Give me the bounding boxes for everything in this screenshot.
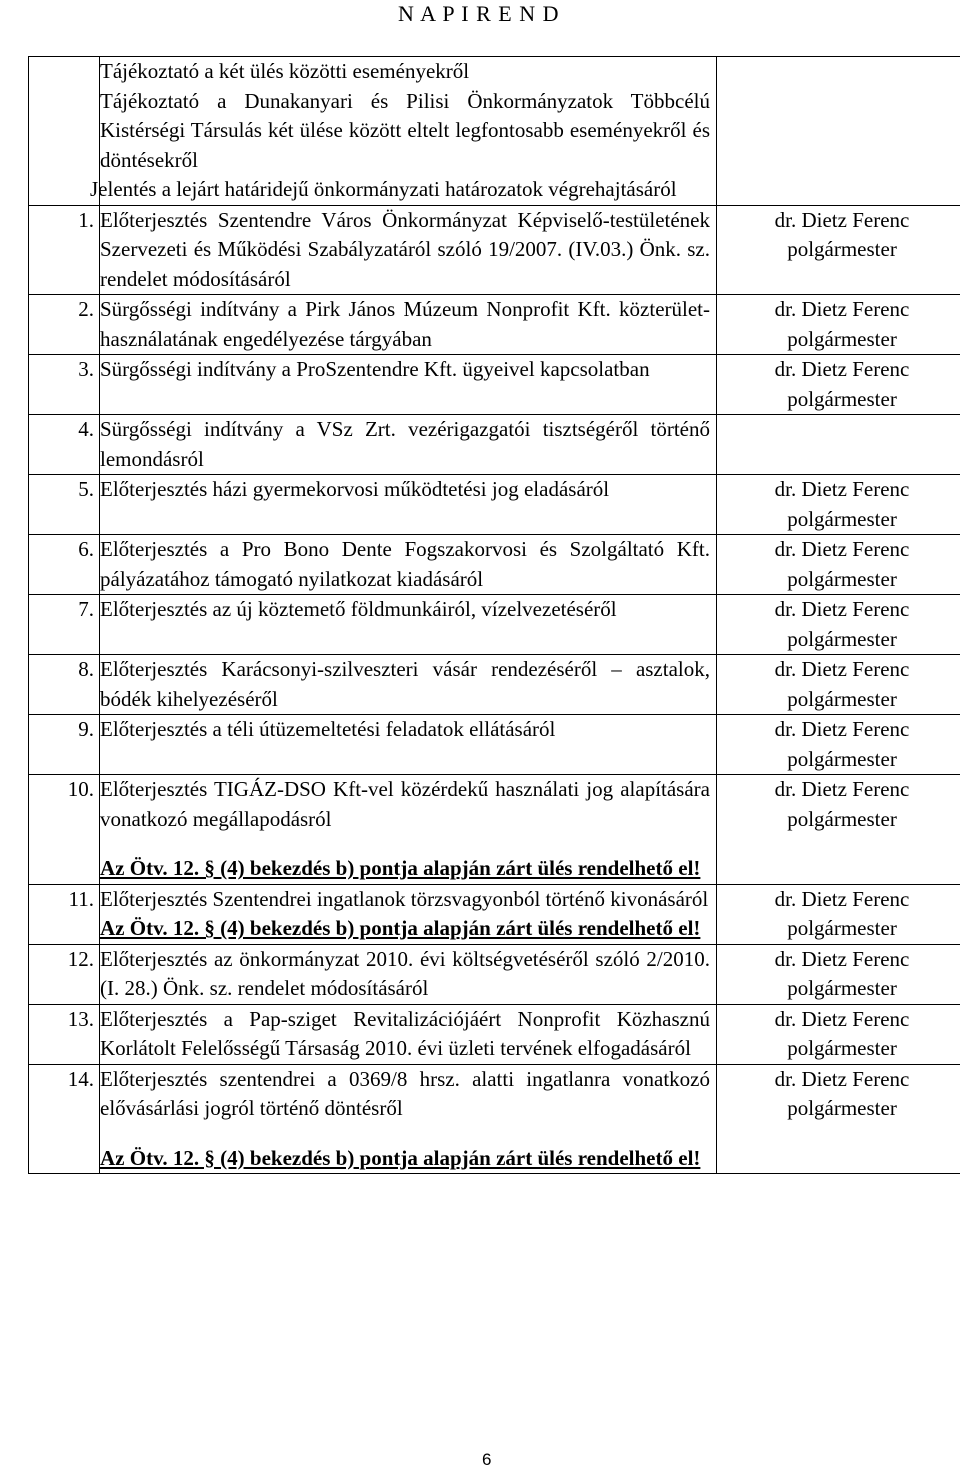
item-number: 9. (78, 717, 94, 741)
item-text: Előterjesztés szentendrei a 0369/8 hrsz. alatti ingatlanra vonatkozó elővásárlási jogról történő döntésről (100, 1066, 710, 1120)
item-text: Sürgősségi indítvány a ProSzentendre Kft. ügyeivel kapcsolatban (100, 357, 650, 381)
item-number: 8. (78, 657, 94, 681)
table-row (29, 595, 960, 655)
table-row (29, 205, 960, 295)
presenter-role: polgármester (787, 1096, 897, 1120)
item-text: Előterjesztés a Pap-sziget Revitalizációjáért Nonprofit Közhasznú Korlátolt Felelősségű Társaság 2010. évi üzleti tervének elfogadásáról (100, 1006, 710, 1060)
item-number: 3. (78, 357, 94, 381)
item-number: 4. (78, 417, 94, 441)
pre-item-info-between-sessions: Tájékoztató a két ülés közötti eseményekről (100, 59, 470, 83)
presenter-role: polgármester (787, 506, 897, 531)
presenter-role: polgármester (787, 237, 897, 261)
table-row (29, 415, 960, 475)
presenter-name: dr. Dietz Ferenc (774, 207, 910, 232)
presenter-name: dr. Dietz Ferenc (774, 297, 910, 321)
agenda-table (28, 56, 960, 1174)
table-row (29, 475, 960, 535)
table-row (29, 355, 960, 415)
item-number: 13. (67, 1006, 94, 1031)
presenter-role: polgármester (787, 806, 897, 831)
table-row (29, 775, 960, 885)
item-number: 10. (67, 777, 94, 801)
table-row (29, 715, 960, 775)
presenter-name: dr. Dietz Ferenc (774, 477, 910, 501)
presenter-role: polgármester (787, 1036, 897, 1060)
presenter-name: dr. Dietz Ferenc (774, 1066, 910, 1091)
item-text: Előterjesztés az önkormányzat 2010. évi költségvetéséről szóló 2/2010. (I. 28.) Önk. sz. rendelet módosításáról (100, 946, 710, 1000)
item-number: 2. (78, 297, 94, 321)
closed-session-note: Az Ötv. 12. § (4) bekezdés b) pontja alapján zárt ülés rendelhető el! (100, 916, 701, 940)
item-number: 11. (68, 886, 94, 911)
presenter-name: dr. Dietz Ferenc (774, 1006, 910, 1031)
page-number: 6 (482, 1450, 492, 1469)
presenter-name: dr. Dietz Ferenc (774, 777, 910, 801)
presenter-role: polgármester (787, 386, 897, 411)
presenter-name: dr. Dietz Ferenc (774, 597, 910, 621)
item-text: Előterjesztés a téli útüzemeltetési feladatok ellátásáról (100, 717, 556, 741)
presenter-role: polgármester (787, 566, 897, 591)
presenter-name: dr. Dietz Ferenc (774, 537, 910, 561)
presenter-role: polgármester (787, 626, 897, 651)
item-text: Előterjesztés Karácsonyi-szilveszteri vásár rendezéséről – asztalok, bódék kihelyezéséről (100, 657, 710, 711)
presenter-role: polgármester (787, 916, 897, 940)
item-text: Előterjesztés a Pro Bono Dente Fogszakorvosi és Szolgáltató Kft. pályázatához támogató nyilatkozat kiadásáról (100, 537, 710, 591)
table-row (29, 655, 960, 715)
presenter-role: polgármester (787, 976, 897, 1000)
item-number: 6. (78, 537, 94, 561)
table-row (29, 944, 960, 1004)
item-text: Előterjesztés házi gyermekorvosi működtetési jog eladásáról (100, 477, 610, 501)
presenter-name: dr. Dietz Ferenc (774, 717, 910, 741)
pre-item-kisterseg-info: Tájékoztató a Dunakanyari és Pilisi Önkormányzatok Többcélú Kistérségi Társulás két ülése között eltelt legfontosabb eseményekről és döntésekről (100, 88, 710, 172)
table-row (29, 295, 960, 355)
presenter-role: polgármester (787, 686, 897, 711)
table-row (29, 57, 960, 206)
item-text: Előterjesztés az új köztemető földmunkáiról, vízelvezetéséről (100, 597, 617, 621)
presenter-role: polgármester (787, 326, 897, 351)
item-text: Sürgősségi indítvány a Pirk János Múzeum Nonprofit Kft. közterület-használatának engedélyezése tárgyában (100, 297, 710, 351)
table-row (29, 535, 960, 595)
item-text: Előterjesztés Szentendrei ingatlanok törzsvagyonból történő kivonásáról (100, 886, 709, 911)
closed-session-note: Az Ötv. 12. § (4) bekezdés b) pontja alapján zárt ülés rendelhető el! (100, 1145, 701, 1170)
item-text: Előterjesztés TIGÁZ-DSO Kft-vel közérdekű használati jog alapítására vonatkozó megállapodásról (100, 777, 710, 831)
table-row (29, 1004, 960, 1064)
presenter-name: dr. Dietz Ferenc (774, 886, 910, 911)
presenter-name: dr. Dietz Ferenc (774, 357, 910, 381)
closed-session-note: Az Ötv. 12. § (4) bekezdés b) pontja alapján zárt ülés rendelhető el! (100, 856, 701, 880)
presenter-role: polgármester (787, 746, 897, 771)
presenter-name: dr. Dietz Ferenc (774, 946, 910, 971)
item-number: 7. (78, 597, 94, 621)
item-number: 1. (78, 207, 94, 232)
item-number: 5. (78, 477, 94, 501)
item-text: Sürgősségi indítvány a VSz Zrt. vezérigazgatói tisztségéről történő lemondásról (100, 417, 710, 471)
table-row (29, 884, 960, 944)
item-number: 14. (67, 1066, 94, 1091)
table-row (29, 1064, 960, 1174)
pre-item-report-resolutions: Jelentés a lejárt határidejű önkormányzati határozatok végrehajtásáról (90, 177, 677, 201)
agenda-title: N A P I R E N D (398, 1, 560, 26)
item-text: Előterjesztés Szentendre Város Önkormányzat Képviselő-testületének Szervezeti és Működési Szabályzatáról szóló 19/2007. (IV.03.) Önk. sz. rendelet módosításáról (100, 207, 710, 291)
presenter-name: dr. Dietz Ferenc (774, 657, 910, 681)
item-number: 12. (67, 946, 94, 971)
